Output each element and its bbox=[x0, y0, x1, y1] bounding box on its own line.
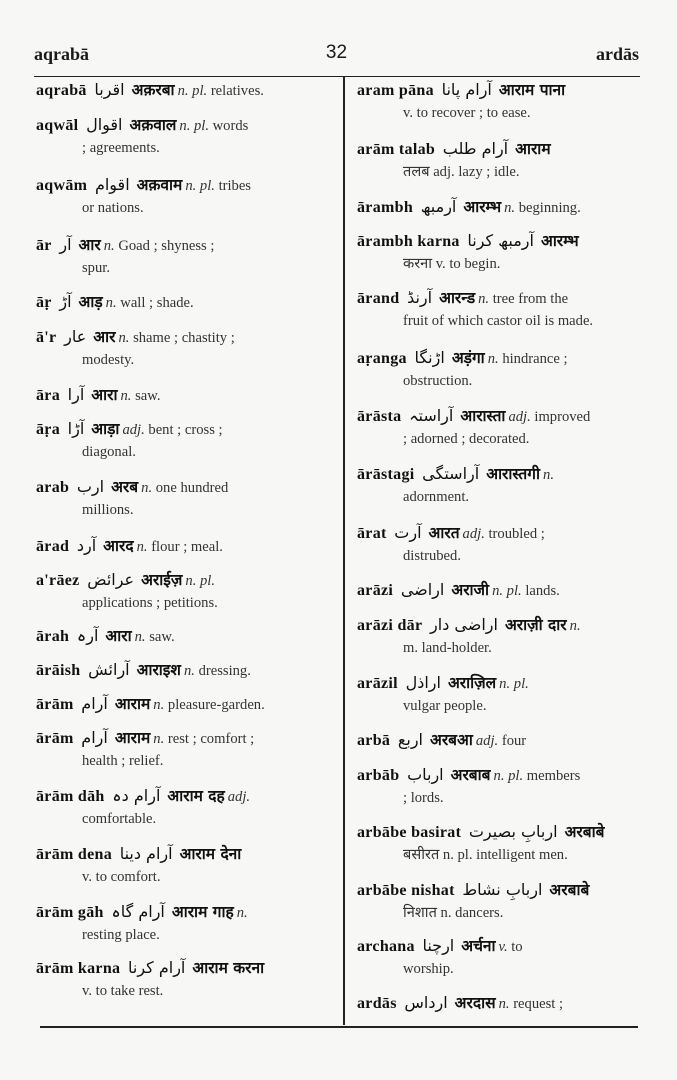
devanagari-spelling: अरब bbox=[111, 478, 139, 496]
devanagari-spelling: अक़रबा bbox=[131, 81, 175, 99]
entry-first-line bbox=[36, 625, 326, 648]
entry-first-line bbox=[357, 405, 643, 428]
devanagari-spelling: आराम पाना bbox=[498, 81, 566, 99]
definition: four bbox=[501, 733, 527, 749]
part-of-speech: adj. bbox=[508, 409, 531, 425]
entry-headword: ārad bbox=[36, 538, 70, 555]
dictionary-entry bbox=[36, 625, 326, 648]
definition-continuation: करना v. to begin. bbox=[403, 256, 501, 272]
devanagari-spelling: आरत bbox=[428, 524, 460, 542]
entry-first-line bbox=[36, 114, 326, 137]
definition: relatives. bbox=[210, 83, 264, 99]
entry-headword: arāzil bbox=[357, 675, 398, 692]
part-of-speech: n. bbox=[136, 539, 148, 555]
definition: bent ; cross ; bbox=[148, 422, 223, 438]
entry-first-line bbox=[357, 230, 643, 253]
part-of-speech: n. pl. bbox=[185, 573, 215, 589]
definition: rest ; comfort ; bbox=[167, 731, 255, 747]
dictionary-entry bbox=[357, 992, 643, 1015]
entry-headword: ārām bbox=[36, 696, 74, 713]
devanagari-spelling: आर bbox=[78, 236, 101, 254]
dictionary-entry bbox=[357, 522, 643, 567]
dictionary-entry bbox=[36, 901, 326, 946]
dictionary-entry bbox=[357, 287, 643, 332]
entry-first-line bbox=[36, 843, 326, 866]
devanagari-spelling: अक़वाल bbox=[129, 116, 177, 134]
definition-continuation: ; lords. bbox=[403, 790, 444, 806]
devanagari-spelling: अर्चना bbox=[461, 937, 496, 955]
devanagari-spelling: आरद bbox=[103, 537, 134, 555]
urdu-spelling: آرنڈ bbox=[407, 288, 433, 307]
urdu-spelling: ارچنا bbox=[422, 936, 455, 955]
part-of-speech: adj. bbox=[122, 422, 145, 438]
urdu-spelling: آرام دینا bbox=[119, 844, 173, 863]
definition: improved bbox=[534, 409, 591, 425]
part-of-speech: n. bbox=[236, 905, 248, 921]
urdu-spelling: اراضی دار bbox=[430, 615, 498, 634]
entry-first-line bbox=[357, 196, 643, 219]
definition-continuation: fruit of which castor oil is made. bbox=[403, 313, 594, 329]
right-guide-word: ardās bbox=[595, 44, 639, 64]
definition-continuation: बसीरत n. pl. intelligent men. bbox=[403, 847, 568, 863]
urdu-spelling: آرت bbox=[394, 523, 422, 542]
part-of-speech: n. bbox=[103, 238, 115, 254]
entry-headword: aram pāna bbox=[357, 82, 434, 99]
definition-continuation: spur. bbox=[82, 260, 110, 276]
entry-headword: arbā bbox=[357, 732, 391, 749]
entry-headword: āṛ bbox=[36, 294, 52, 311]
entry-headword: aqwāl bbox=[36, 117, 79, 134]
dictionary-entry bbox=[357, 230, 643, 275]
definition: shame ; chastity ; bbox=[133, 330, 235, 346]
definition: wall ; shade. bbox=[120, 295, 194, 311]
definition-continuation: निशात n. dancers. bbox=[403, 905, 504, 921]
part-of-speech: adj. bbox=[462, 526, 485, 542]
urdu-spelling: ارباب bbox=[407, 765, 444, 784]
urdu-spelling: آرمبھ bbox=[420, 197, 457, 216]
entry-headword: ārat bbox=[357, 525, 387, 542]
entry-first-line bbox=[36, 174, 326, 197]
devanagari-spelling: आराम bbox=[114, 729, 151, 747]
devanagari-spelling: आराम देना bbox=[179, 845, 242, 863]
entry-first-line bbox=[357, 879, 643, 902]
dictionary-entry bbox=[357, 614, 643, 659]
entry-first-line bbox=[36, 659, 326, 682]
devanagari-spelling: आरम्भ bbox=[463, 198, 502, 216]
dictionary-entry bbox=[357, 672, 643, 717]
entry-headword: aṛanga bbox=[357, 350, 407, 367]
entry-first-line bbox=[36, 79, 326, 102]
devanagari-spelling: अड़ंगा bbox=[451, 349, 485, 367]
devanagari-spelling: अरबाब bbox=[450, 766, 491, 784]
part-of-speech: n. pl. bbox=[492, 583, 522, 599]
part-of-speech: n. bbox=[487, 351, 499, 367]
entry-headword: aqrabā bbox=[36, 82, 87, 99]
dictionary-entry bbox=[36, 535, 326, 558]
devanagari-spelling: अरदास bbox=[454, 994, 496, 1012]
part-of-speech: n. bbox=[153, 731, 165, 747]
part-of-speech: n. pl. bbox=[179, 118, 209, 134]
urdu-spelling: اقوام bbox=[94, 175, 130, 194]
urdu-spelling: آرام کرنا bbox=[127, 958, 186, 977]
definition: beginning. bbox=[518, 200, 581, 216]
devanagari-spelling: आड़ bbox=[78, 293, 103, 311]
urdu-spelling: اربابِ نشاط bbox=[462, 880, 543, 899]
part-of-speech: n. bbox=[498, 996, 510, 1012]
devanagari-spelling: अक़वाम bbox=[136, 176, 183, 194]
entry-headword: archana bbox=[357, 938, 415, 955]
entry-headword: arāzi bbox=[357, 582, 394, 599]
definition-continuation: worship. bbox=[403, 961, 454, 977]
devanagari-spelling: आराम bbox=[515, 140, 551, 158]
urdu-spelling: آرائش bbox=[88, 660, 130, 679]
entry-headword: ārām dāh bbox=[36, 788, 105, 805]
entry-headword: ārah bbox=[36, 628, 70, 645]
devanagari-spelling: आराम दह bbox=[167, 787, 225, 805]
dictionary-entry bbox=[36, 79, 326, 102]
entry-first-line bbox=[357, 614, 643, 637]
definition-continuation: diagonal. bbox=[82, 444, 136, 460]
entry-first-line bbox=[36, 957, 326, 980]
definition-continuation: or nations. bbox=[82, 200, 144, 216]
dictionary-entry bbox=[357, 463, 643, 508]
definition: saw. bbox=[149, 629, 175, 645]
part-of-speech: n. bbox=[478, 291, 490, 307]
definition: members bbox=[526, 768, 581, 784]
entry-first-line bbox=[357, 138, 643, 161]
dictionary-entry bbox=[36, 693, 326, 716]
entry-headword: ā'r bbox=[36, 329, 57, 346]
part-of-speech: n. pl. bbox=[499, 676, 529, 692]
entry-first-line bbox=[36, 326, 326, 349]
page-header bbox=[34, 38, 639, 72]
devanagari-spelling: आरन्ड bbox=[439, 289, 476, 307]
definition-continuation: v. to recover ; to ease. bbox=[403, 105, 531, 121]
devanagari-spelling: आराम bbox=[114, 695, 151, 713]
urdu-spelling: اڑنگا bbox=[414, 348, 445, 367]
devanagari-spelling: अराज़ी दार bbox=[504, 616, 567, 634]
definition-continuation: vulgar people. bbox=[403, 698, 487, 714]
definition: tribes bbox=[218, 178, 251, 194]
entry-first-line bbox=[36, 234, 326, 257]
entry-first-line bbox=[357, 79, 643, 102]
entry-headword: ārām karna bbox=[36, 960, 121, 977]
definition-continuation: modesty. bbox=[82, 352, 135, 368]
urdu-spelling: اربابِ بصیرت bbox=[468, 822, 558, 841]
part-of-speech: n. bbox=[134, 629, 146, 645]
part-of-speech: n. bbox=[153, 697, 165, 713]
definition-continuation: obstruction. bbox=[403, 373, 473, 389]
urdu-spelling: آرام طلب bbox=[442, 139, 509, 158]
devanagari-spelling: अराईज़ bbox=[141, 571, 183, 589]
column-divider bbox=[343, 77, 345, 1025]
entry-first-line bbox=[357, 821, 643, 844]
definition: flour ; meal. bbox=[151, 539, 223, 555]
entry-first-line bbox=[36, 476, 326, 499]
entry-first-line bbox=[357, 992, 643, 1015]
entry-headword: ārām dena bbox=[36, 846, 113, 863]
definition: troubled ; bbox=[488, 526, 545, 542]
entry-headword: ārambh bbox=[357, 199, 414, 216]
dictionary-entry bbox=[357, 196, 643, 219]
definition-continuation: millions. bbox=[82, 502, 134, 518]
urdu-spelling: ارب bbox=[76, 477, 105, 496]
entry-first-line bbox=[36, 418, 326, 441]
urdu-spelling: اقربا bbox=[94, 80, 125, 99]
entry-first-line bbox=[36, 901, 326, 924]
entry-first-line bbox=[36, 569, 326, 592]
dictionary-entry bbox=[357, 879, 643, 924]
entry-headword: ārām bbox=[36, 730, 74, 747]
dictionary-entry bbox=[357, 138, 643, 183]
definition-continuation: v. to comfort. bbox=[82, 869, 161, 885]
definition: tree from the bbox=[492, 291, 569, 307]
page-number: 32 bbox=[325, 42, 348, 63]
footer-rule bbox=[40, 1026, 638, 1028]
urdu-spelling: اربع bbox=[397, 730, 423, 749]
part-of-speech: n. pl. bbox=[185, 178, 215, 194]
dictionary-entry bbox=[357, 79, 643, 124]
dictionary-entry bbox=[36, 326, 326, 371]
definition: one hundred bbox=[155, 480, 229, 496]
part-of-speech: n. pl. bbox=[177, 83, 208, 99]
definition-continuation: तलब adj. lazy ; idle. bbox=[403, 164, 520, 180]
urdu-spelling: آراستہ bbox=[409, 406, 454, 425]
dictionary-entry bbox=[36, 569, 326, 614]
part-of-speech: n. bbox=[105, 295, 117, 311]
urdu-spelling: اراذل bbox=[405, 673, 441, 692]
part-of-speech: n. bbox=[504, 200, 516, 216]
dictionary-entry bbox=[36, 384, 326, 407]
definition: hindrance ; bbox=[502, 351, 568, 367]
entry-headword: ārambh karna bbox=[357, 233, 460, 250]
urdu-spelling: آڑ bbox=[59, 292, 72, 311]
entry-first-line bbox=[36, 384, 326, 407]
definition: Goad ; shyness ; bbox=[118, 238, 215, 254]
dictionary-entry bbox=[357, 579, 643, 602]
entry-headword: arbāb bbox=[357, 767, 400, 784]
urdu-spelling: آر bbox=[59, 235, 72, 254]
urdu-spelling: آرا bbox=[67, 385, 85, 404]
entry-headword: arbābe basirat bbox=[357, 824, 462, 841]
dictionary-entry bbox=[36, 957, 326, 1002]
urdu-spelling: آڑا bbox=[67, 419, 85, 438]
dictionary-entry bbox=[357, 729, 643, 752]
part-of-speech: n. bbox=[569, 618, 581, 634]
definition-continuation: health ; relief. bbox=[82, 753, 164, 769]
definition-continuation: v. to take rest. bbox=[82, 983, 164, 999]
entry-first-line bbox=[357, 463, 643, 486]
entry-headword: aqwām bbox=[36, 177, 88, 194]
dictionary-entry bbox=[357, 347, 643, 392]
part-of-speech: n. bbox=[118, 330, 130, 346]
entry-headword: ārāsta bbox=[357, 408, 402, 425]
dictionary-entry bbox=[357, 821, 643, 866]
entry-first-line bbox=[36, 693, 326, 716]
devanagari-spelling: अराज़िल bbox=[447, 674, 497, 692]
part-of-speech: v. bbox=[498, 939, 508, 955]
devanagari-spelling: अरबआ bbox=[430, 731, 473, 749]
entry-first-line bbox=[357, 522, 643, 545]
entry-first-line bbox=[357, 935, 643, 958]
part-of-speech: n. bbox=[543, 467, 554, 483]
dictionary-entry bbox=[36, 291, 326, 314]
definition-continuation: m. land-holder. bbox=[403, 640, 492, 656]
urdu-spelling: اراضی bbox=[400, 580, 445, 599]
devanagari-spelling: आरा bbox=[91, 386, 118, 404]
devanagari-spelling: अराजी bbox=[451, 581, 490, 599]
dictionary-entry bbox=[36, 174, 326, 219]
urdu-spelling: آرہ bbox=[76, 626, 99, 645]
entry-headword: a'rāez bbox=[36, 572, 80, 589]
urdu-spelling: آرام دہ bbox=[112, 786, 161, 805]
urdu-spelling: آرام bbox=[81, 694, 108, 713]
dictionary-entry bbox=[36, 659, 326, 682]
urdu-spelling: عار bbox=[64, 327, 87, 346]
entry-headword: āṛa bbox=[36, 421, 61, 438]
entry-first-line bbox=[36, 535, 326, 558]
definition: pleasure-garden. bbox=[167, 697, 265, 713]
part-of-speech: n. bbox=[183, 663, 195, 679]
entry-headword: ārāstagi bbox=[357, 466, 415, 483]
entry-first-line bbox=[357, 287, 643, 310]
devanagari-spelling: आराइश bbox=[136, 661, 181, 679]
part-of-speech: adj. bbox=[227, 789, 251, 805]
definition: words bbox=[212, 118, 249, 134]
devanagari-spelling: आरास्तगी bbox=[486, 465, 541, 483]
part-of-speech: n. bbox=[120, 388, 132, 404]
part-of-speech: adj. bbox=[475, 733, 499, 749]
dictionary-entry bbox=[357, 405, 643, 450]
definition-continuation: ; agreements. bbox=[82, 140, 160, 156]
entry-headword: ārām gāh bbox=[36, 904, 104, 921]
urdu-spelling: آراستگی bbox=[422, 464, 480, 483]
entry-headword: āra bbox=[36, 387, 61, 404]
urdu-spelling: آرمبھ کرنا bbox=[467, 231, 534, 250]
urdu-spelling: آرد bbox=[76, 536, 97, 555]
definition-continuation: resting place. bbox=[82, 927, 160, 943]
entry-headword: arbābe nishat bbox=[357, 882, 455, 899]
entry-headword: ār bbox=[36, 237, 52, 254]
devanagari-spelling: आरा bbox=[105, 627, 132, 645]
dictionary-entry bbox=[36, 114, 326, 159]
dictionary-entry bbox=[36, 418, 326, 463]
entry-headword: arab bbox=[36, 479, 70, 496]
entry-first-line bbox=[36, 291, 326, 314]
dictionary-entry bbox=[36, 727, 326, 772]
definition: request ; bbox=[513, 996, 564, 1012]
definition: lands. bbox=[525, 583, 560, 599]
entry-headword: arām talab bbox=[357, 141, 436, 158]
definition: dressing. bbox=[198, 663, 251, 679]
urdu-spelling: عرائض bbox=[87, 570, 135, 589]
part-of-speech: n. bbox=[141, 480, 153, 496]
definition-continuation: comfortable. bbox=[82, 811, 157, 827]
dictionary-entry bbox=[36, 785, 326, 830]
urdu-spelling: اقوال bbox=[86, 115, 123, 134]
urdu-spelling: آرام گاہ bbox=[111, 902, 165, 921]
entry-headword: ārāish bbox=[36, 662, 81, 679]
urdu-spelling: ارداس bbox=[404, 993, 448, 1012]
definition-continuation: adornment. bbox=[403, 489, 470, 505]
devanagari-spelling: अरबाबे bbox=[549, 881, 590, 899]
dictionary-entry bbox=[357, 764, 643, 809]
left-guide-word: aqrabā bbox=[34, 44, 90, 64]
dictionary-entry bbox=[357, 935, 643, 980]
definition: to bbox=[511, 939, 523, 955]
definition: saw. bbox=[135, 388, 161, 404]
urdu-spelling: آرام پانا bbox=[441, 80, 492, 99]
dictionary-entry bbox=[36, 476, 326, 521]
entry-first-line bbox=[357, 764, 643, 787]
entry-headword: ardās bbox=[357, 995, 397, 1012]
entry-first-line bbox=[357, 672, 643, 695]
entry-first-line bbox=[357, 347, 643, 370]
devanagari-spelling: आड़ा bbox=[91, 420, 120, 438]
devanagari-spelling: आरास्ता bbox=[460, 407, 506, 425]
definition-continuation: ; adorned ; decorated. bbox=[403, 431, 530, 447]
devanagari-spelling: आर bbox=[93, 328, 116, 346]
part-of-speech: n. pl. bbox=[493, 768, 524, 784]
devanagari-spelling: आराम करना bbox=[192, 959, 265, 977]
definition-continuation: distrubed. bbox=[403, 548, 461, 564]
entry-headword: ārand bbox=[357, 290, 400, 307]
dictionary-entry bbox=[36, 843, 326, 888]
devanagari-spelling: आरम्भ bbox=[540, 232, 579, 250]
entry-first-line bbox=[357, 579, 643, 602]
header-rule bbox=[34, 76, 640, 77]
entry-first-line bbox=[36, 727, 326, 750]
dictionary-entry bbox=[36, 234, 326, 279]
definition-continuation: applications ; petitions. bbox=[82, 595, 218, 611]
devanagari-spelling: अरबाबे bbox=[564, 823, 605, 841]
urdu-spelling: آرام bbox=[81, 728, 108, 747]
entry-first-line bbox=[36, 785, 326, 808]
entry-headword: arāzi dār bbox=[357, 617, 423, 634]
entry-first-line bbox=[357, 729, 643, 752]
devanagari-spelling: आराम गाह bbox=[171, 903, 234, 921]
